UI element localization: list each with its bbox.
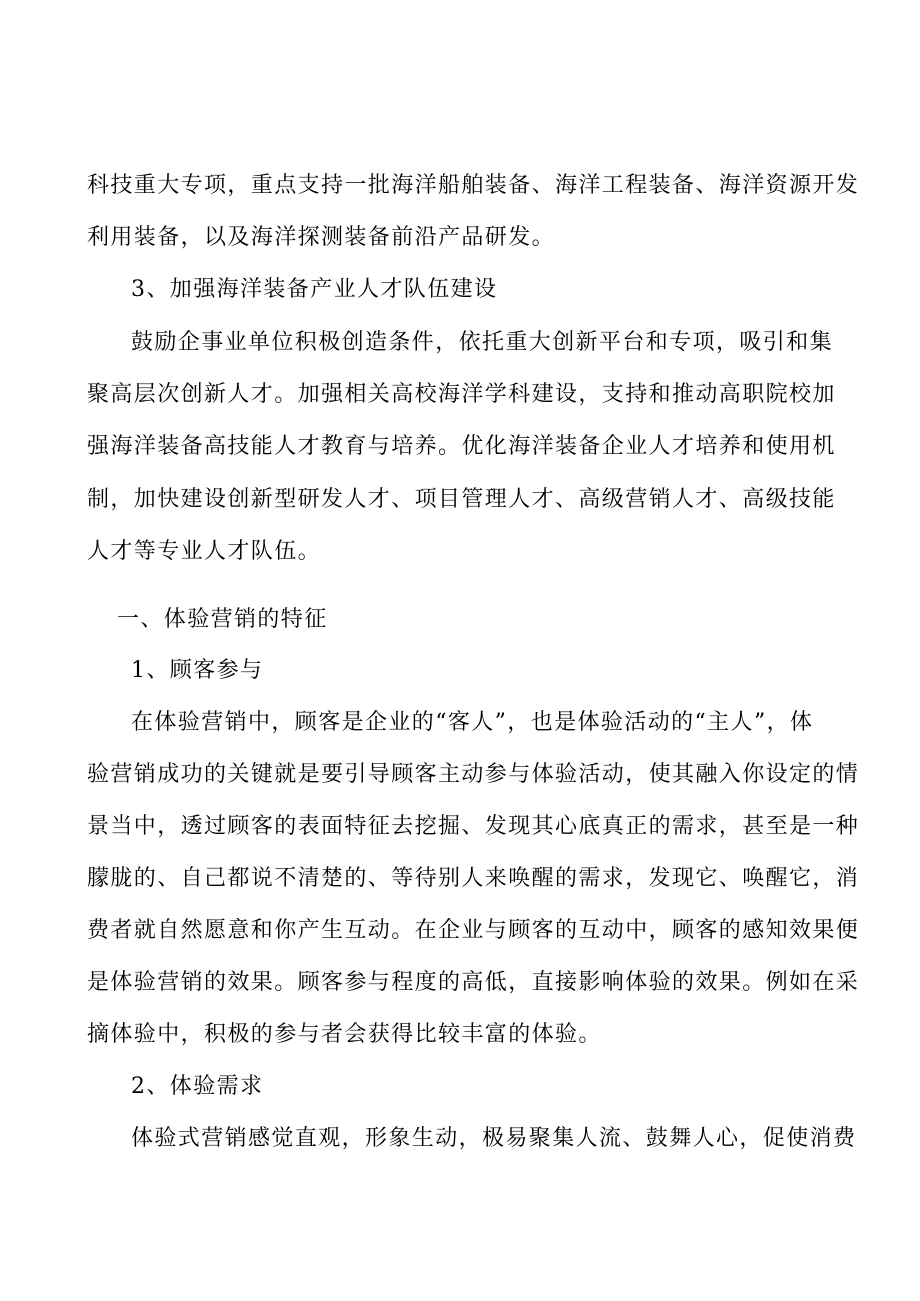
body-text-line: 科技重大专项，重点支持一批海洋船舶装备、海洋工程装备、海洋资源开发 xyxy=(87,173,860,198)
body-text-line: 是体验营销的效果。顾客参与程度的高低，直接影响体验的效果。例如在采 xyxy=(87,970,860,995)
body-text-line: 体验式营销感觉直观，形象生动，极易聚集人流、鼓舞人心，促使消费 xyxy=(131,1126,857,1151)
body-text-line: 利用装备，以及海洋探测装备前沿产品研发。 xyxy=(87,225,556,250)
body-text-line: 验营销成功的关键就是要引导顾客主动参与体验活动，使其融入你设定的情 xyxy=(87,762,860,787)
section-heading: 1、顾客参与 xyxy=(131,658,264,683)
body-text-line: 强海洋装备高技能人才教育与培养。优化海洋装备企业人才培养和使用机 xyxy=(87,434,836,459)
body-text-line: 在体验营销中，顾客是企业的“客人”，也是体验活动的“主人”，体 xyxy=(131,710,814,735)
body-text-line: 景当中，透过顾客的表面特征去挖掘、发现其心底真正的需求，甚至是一种 xyxy=(87,814,860,839)
body-text-line: 鼓励企事业单位积极创造条件，依托重大创新平台和专项，吸引和集 xyxy=(131,330,834,355)
body-text-line: 人才等专业人才队伍。 xyxy=(87,539,322,564)
body-text-line: 朦胧的、自己都说不清楚的、等待别人来唤醒的需求，发现它、唤醒它，消 xyxy=(87,866,860,891)
section-heading: 3、加强海洋装备产业人才队伍建设 xyxy=(131,277,498,302)
body-text-line: 制，加快建设创新型研发人才、项目管理人才、高级营销人才、高级技能 xyxy=(87,487,836,512)
section-heading: 2、体验需求 xyxy=(131,1074,264,1099)
chapter-heading: 一、体验营销的特征 xyxy=(117,607,328,632)
body-text-line: 聚高层次创新人才。加强相关高校海洋学科建设，支持和推动高职院校加 xyxy=(87,382,836,407)
body-text-line: 摘体验中，积极的参与者会获得比较丰富的体验。 xyxy=(87,1022,602,1047)
body-text-line: 费者就自然愿意和你产生互动。在企业与顾客的互动中，顾客的感知效果便 xyxy=(87,918,860,943)
